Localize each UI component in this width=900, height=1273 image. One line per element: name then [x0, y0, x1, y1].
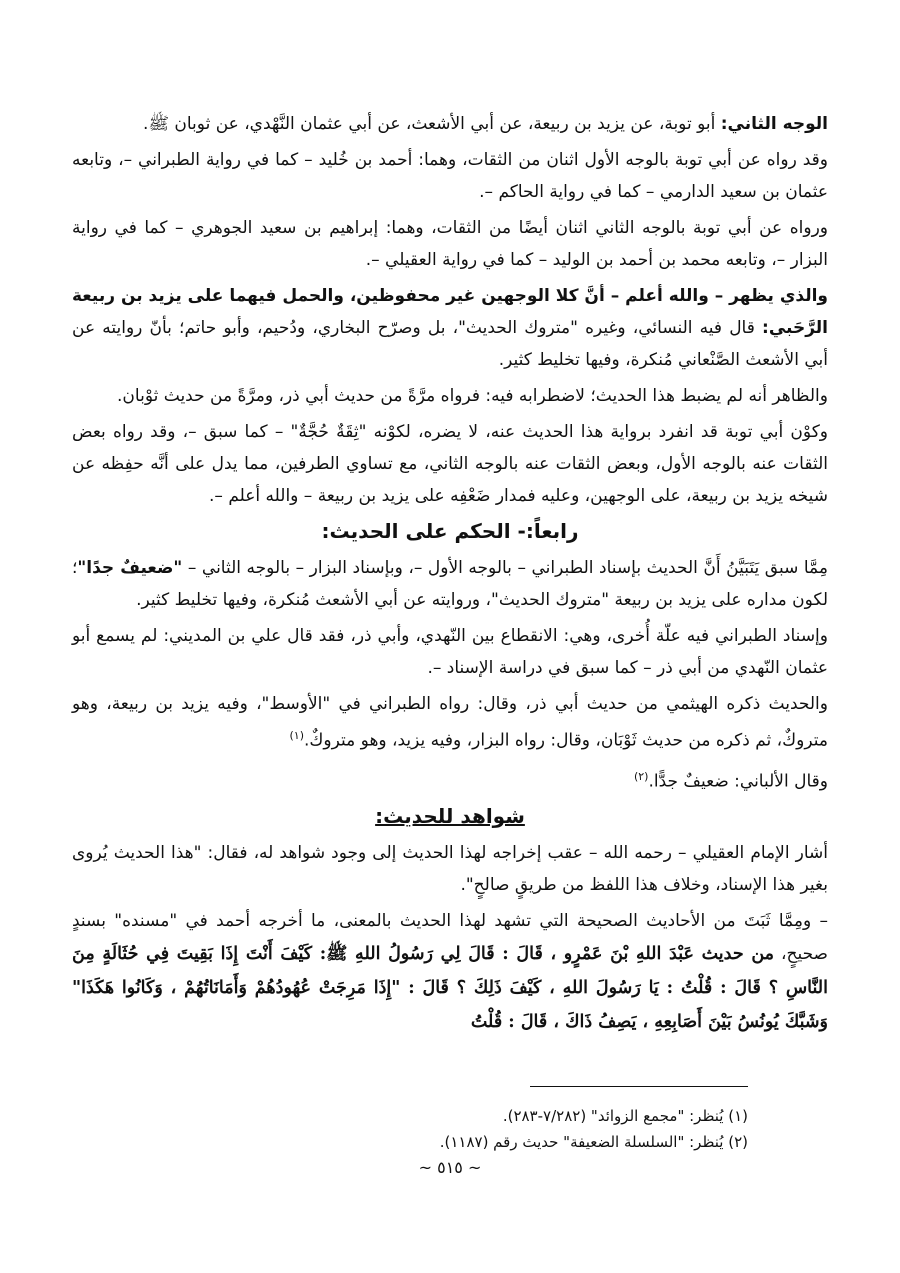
paragraph-second-aspect — [72, 108, 828, 140]
page-number: ~ ٥١٥ ~ — [418, 1158, 482, 1177]
paragraph-first-aspect-narrators: وقد رواه عن أبي توبة بالوجه الأول اثنان من الثقات، وهما: أحمد بن خُليد – كما في رواية الطبراني –، وتابعه عثمان بن سعيد الدارمي – كما في رواية الحاكم –. — [72, 150, 828, 202]
footnote-ref-1[interactable]: (١) — [289, 729, 305, 742]
second-aspect-text: أبو توبة، عن يزيد بن ربيعة، عن أبي الأشعث، عن أبي عثمان النَّهْدي، عن ثوبان ﷺ. — [143, 114, 721, 134]
hadith-text: من حديث عَبْدَ اللهِ بْنَ عَمْرٍو ، قَالَ : قَالَ لِي رَسُولُ اللهِ ﷺ: كَيْفَ أَنْتَ إِذَا بَقِيتَ فِي حُثَالَةٍ مِنَ النَّاسِ ؟ قَالَ : قُلْتُ : يَا رَسُولَ اللهِ ، كَيْفَ ذَلِكَ ؟ قَالَ : "إِذَا مَرِجَتْ عُهُودُهُمْ وَأَمَانَاتُهُمْ ، وَكَانُوا هَكَذَا" وَشَبَّكَ يُونُسُ بَيْنَ أَصَابِعِهِ ، يَصِفُ ذَاكَ ، قَالَ : قُلْتُ — [72, 944, 828, 1033]
paragraph-ahmad-hadith — [72, 905, 828, 1039]
page-body — [72, 108, 828, 1043]
conclusion-text: قال فيه النسائي، وغيره "متروك الحديث"، بل وصرّح البخاري، ودُحيم، وأبو حاتم؛ بأنّ روايته عن أبي الأشعث الصَّنْعاني مُنكرة، وفيها تخليط كثير. — [72, 318, 828, 370]
paragraph-second-aspect-narrators: ورواه عن أبي توبة بالوجه الثاني اثنان أيضًا من الثقات، وهما: إبراهيم بن سعيد الجوهري – كما في رواية البزار –، وتابعه محمد بن أحمد بن الوليد – كما في رواية العقيلي –. — [72, 218, 828, 270]
paragraph-haythami — [72, 688, 828, 757]
paragraph-abu-tawba: وكوْن أبي توبة قد انفرد برواية هذا الحديث عنه، لا يضره، لكوْنه "ثِقَةٌ حُجَّةٌ" – كما سبق –، وقد رواه بعض الثقات عنه بالوجه الأول، وبعض الثقات عنه بالوجه الثاني، مع تساوي الطرفين، مما يدل على أنَّه حفِظه عن شيخه يزيد بن ربيعة، على الوجهين، وعليه فمدار ضَعْفِه على يزيد بن ربيعة – والله أعلم –. — [72, 422, 828, 506]
second-aspect-label: الوجه الثاني: — [720, 114, 828, 134]
paragraph-conclusion — [72, 280, 828, 376]
paragraph-inconsistency: والظاهر أنه لم يضبط هذا الحديث؛ لاضطرابه فيه: فرواه مرَّةً من حديث أبي ذر، ومرَّةً من حديث ثوْبان. — [117, 386, 828, 406]
section-heading-ruling: رابعاً:- الحكم على الحديث: — [321, 519, 579, 543]
footnote-ref-2[interactable]: (٢) — [633, 769, 649, 783]
paragraph-other-defect: وإسناد الطبراني فيه علّة أُخرى، وهي: الانقطاع بين النّهدي، وأبي ذر، فقد قال علي بن المديني: لم يسمع أبو عثمان النّهدي من أبي ذر – كما سبق في دراسة الإسناد –. — [72, 626, 828, 678]
paragraph-albani — [72, 761, 828, 798]
paragraph-uqayli: أشار الإمام العقيلي – رحمه الله – عقب إخراجه لهذا الحديث إلى وجود شواهد له، فقال: "هذا الحديث يُروى بغير هذا الإسناد، وخلاف هذا اللفظ من طريقٍ صالحٍ". — [72, 843, 828, 896]
witnesses-title: شواهد للحديث: — [375, 804, 525, 829]
albani-text: وقال الألباني: ضعيفٌ جدًّا. — [648, 771, 828, 792]
ahmad-intro: – ومِمَّا ثَبَتَ من الأحاديث الصحيحة التي تشهد لهذا الحديث بالمعنى، ما أخرجه أحمد في "مسنده" بسندٍ صحيحٍ، — [72, 911, 828, 965]
footnote-2: (٢) يُنظر: "السلسلة الضعيفة" حديث رقم (١١٨٧). — [439, 1133, 748, 1151]
footnote-1: (١) يُنظر: "مجمع الزوائد" (٧/٢٨٢-٢٨٣). — [502, 1107, 748, 1125]
haythami-text: والحديث ذكره الهيثمي من حديث أبي ذر، وقال: رواه الطبراني في "الأوسط"، وفيه يزيد بن ربيعة، وهو متروكٌ، ثم ذكره من حديث ثَوْبَان، وقال: رواه البزار، وفيه يزيد، وهو متروكٌ. — [72, 694, 828, 751]
ruling-text-2: ؛ لكون مداره على يزيد بن ربيعة "متروك الحديث"، وروايته عن أبي الأشعث مُنكرة، وفيها تخليط كثير. — [72, 558, 828, 610]
footnote-divider — [530, 1086, 748, 1087]
ruling-text-1: مِمَّا سبق يَتَبَيَّنُ أَنَّ الحديث بإسناد الطبراني – بالوجه الأول –، وبإسناد البزار – بالوجه الثاني – — [182, 558, 828, 578]
paragraph-ruling — [72, 552, 828, 616]
ruling-verdict: "ضعيفٌ جدًا" — [77, 558, 183, 578]
section-heading-witnesses — [72, 801, 828, 831]
conclusion-bold: والذي يظهر – والله أعلم – أنَّ كلا الوجهين غير محفوظين، والحمل فيهما على يزيد بن ربيعة الرَّحَبي: — [72, 286, 828, 338]
